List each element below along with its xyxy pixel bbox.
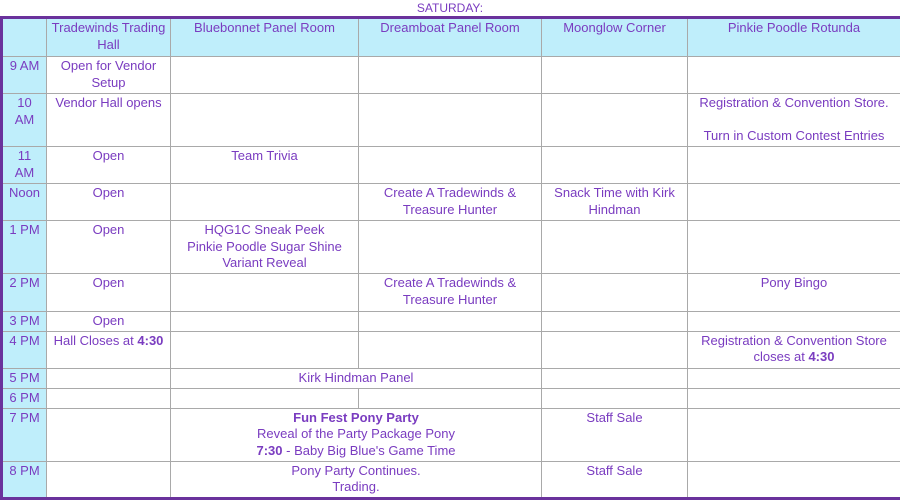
time-cell: 10 AM bbox=[2, 94, 47, 147]
event-cell: Open bbox=[47, 147, 171, 184]
time-cell: 6 PM bbox=[2, 388, 47, 408]
table-row bbox=[2, 147, 900, 184]
table-row bbox=[2, 57, 900, 94]
event-text: HQG1C Sneak Peek bbox=[204, 222, 325, 238]
time-column-header bbox=[2, 18, 47, 57]
time-cell: 4 PM bbox=[2, 331, 47, 368]
event-time: 4:30 bbox=[808, 349, 835, 365]
event-text: Pinkie Poodle Sugar Shine Variant Reveal bbox=[187, 238, 342, 271]
room-header-rotunda: Pinkie Poodle Rotunda bbox=[688, 18, 900, 57]
event-cell bbox=[47, 331, 171, 368]
event-cell bbox=[171, 221, 359, 274]
event-cell bbox=[688, 331, 900, 368]
table-row bbox=[2, 368, 900, 388]
table-row bbox=[2, 94, 900, 147]
event-time: 4:30 bbox=[137, 332, 164, 348]
event-cell: Open for Vendor Setup bbox=[47, 57, 171, 94]
table-row bbox=[2, 184, 900, 221]
table-row bbox=[2, 461, 900, 498]
event-text: Reveal of the Party Package Pony bbox=[256, 426, 455, 442]
room-header-dreamboat: Dreamboat Panel Room bbox=[359, 18, 542, 57]
event-cell: Open bbox=[47, 311, 171, 331]
table-row bbox=[2, 311, 900, 331]
event-text: Registration & Convention Store closes at bbox=[701, 332, 887, 365]
room-header-tradewinds: Tradewinds Trading Hall bbox=[47, 18, 171, 57]
event-cell: Kirk Hindman Panel bbox=[171, 368, 542, 388]
event-time: 7:30 bbox=[256, 442, 283, 458]
event-cell bbox=[688, 94, 900, 147]
time-cell: 8 PM bbox=[2, 461, 47, 498]
day-title: SATURDAY: bbox=[416, 1, 484, 15]
event-cell: Create A Tradewinds & Treasure Hunter bbox=[359, 274, 542, 311]
header-row bbox=[2, 18, 900, 57]
event-cell: Open bbox=[47, 184, 171, 221]
event-text: - Baby Big Blue's Game Time bbox=[282, 442, 456, 458]
time-cell: 7 PM bbox=[2, 408, 47, 461]
schedule-table bbox=[0, 16, 900, 500]
event-text: Pony Party Continues. bbox=[291, 462, 421, 478]
event-title: Fun Fest Pony Party bbox=[293, 409, 419, 425]
room-header-bluebonnet: Bluebonnet Panel Room bbox=[171, 18, 359, 57]
event-cell: Pony Bingo bbox=[688, 274, 900, 311]
room-header-moonglow: Moonglow Corner bbox=[542, 18, 688, 57]
event-cell: Create A Tradewinds & Treasure Hunter bbox=[359, 184, 542, 221]
table-row bbox=[2, 274, 900, 311]
event-cell: Snack Time with Kirk Hindman bbox=[542, 184, 688, 221]
event-cell bbox=[171, 461, 542, 498]
event-cell: Staff Sale bbox=[542, 408, 688, 461]
event-text: Turn in Custom Contest Entries bbox=[703, 127, 885, 143]
event-text: Hall Closes at bbox=[53, 332, 138, 348]
event-cell: Vendor Hall opens bbox=[47, 94, 171, 147]
event-cell: Open bbox=[47, 221, 171, 274]
time-cell: 1 PM bbox=[2, 221, 47, 274]
table-row bbox=[2, 388, 900, 408]
event-cell: Open bbox=[47, 274, 171, 311]
time-cell: Noon bbox=[2, 184, 47, 221]
time-cell: 3 PM bbox=[2, 311, 47, 331]
table-row bbox=[2, 221, 900, 274]
table-row bbox=[2, 408, 900, 461]
table-row bbox=[2, 331, 900, 368]
time-cell: 9 AM bbox=[2, 57, 47, 94]
event-cell bbox=[171, 408, 542, 461]
time-cell: 2 PM bbox=[2, 274, 47, 311]
time-cell: 5 PM bbox=[2, 368, 47, 388]
event-cell: Team Trivia bbox=[171, 147, 359, 184]
event-text: Trading. bbox=[332, 479, 380, 495]
event-cell: Staff Sale bbox=[542, 461, 688, 498]
event-text: Registration & Convention Store. bbox=[699, 95, 889, 111]
time-cell: 11 AM bbox=[2, 147, 47, 184]
